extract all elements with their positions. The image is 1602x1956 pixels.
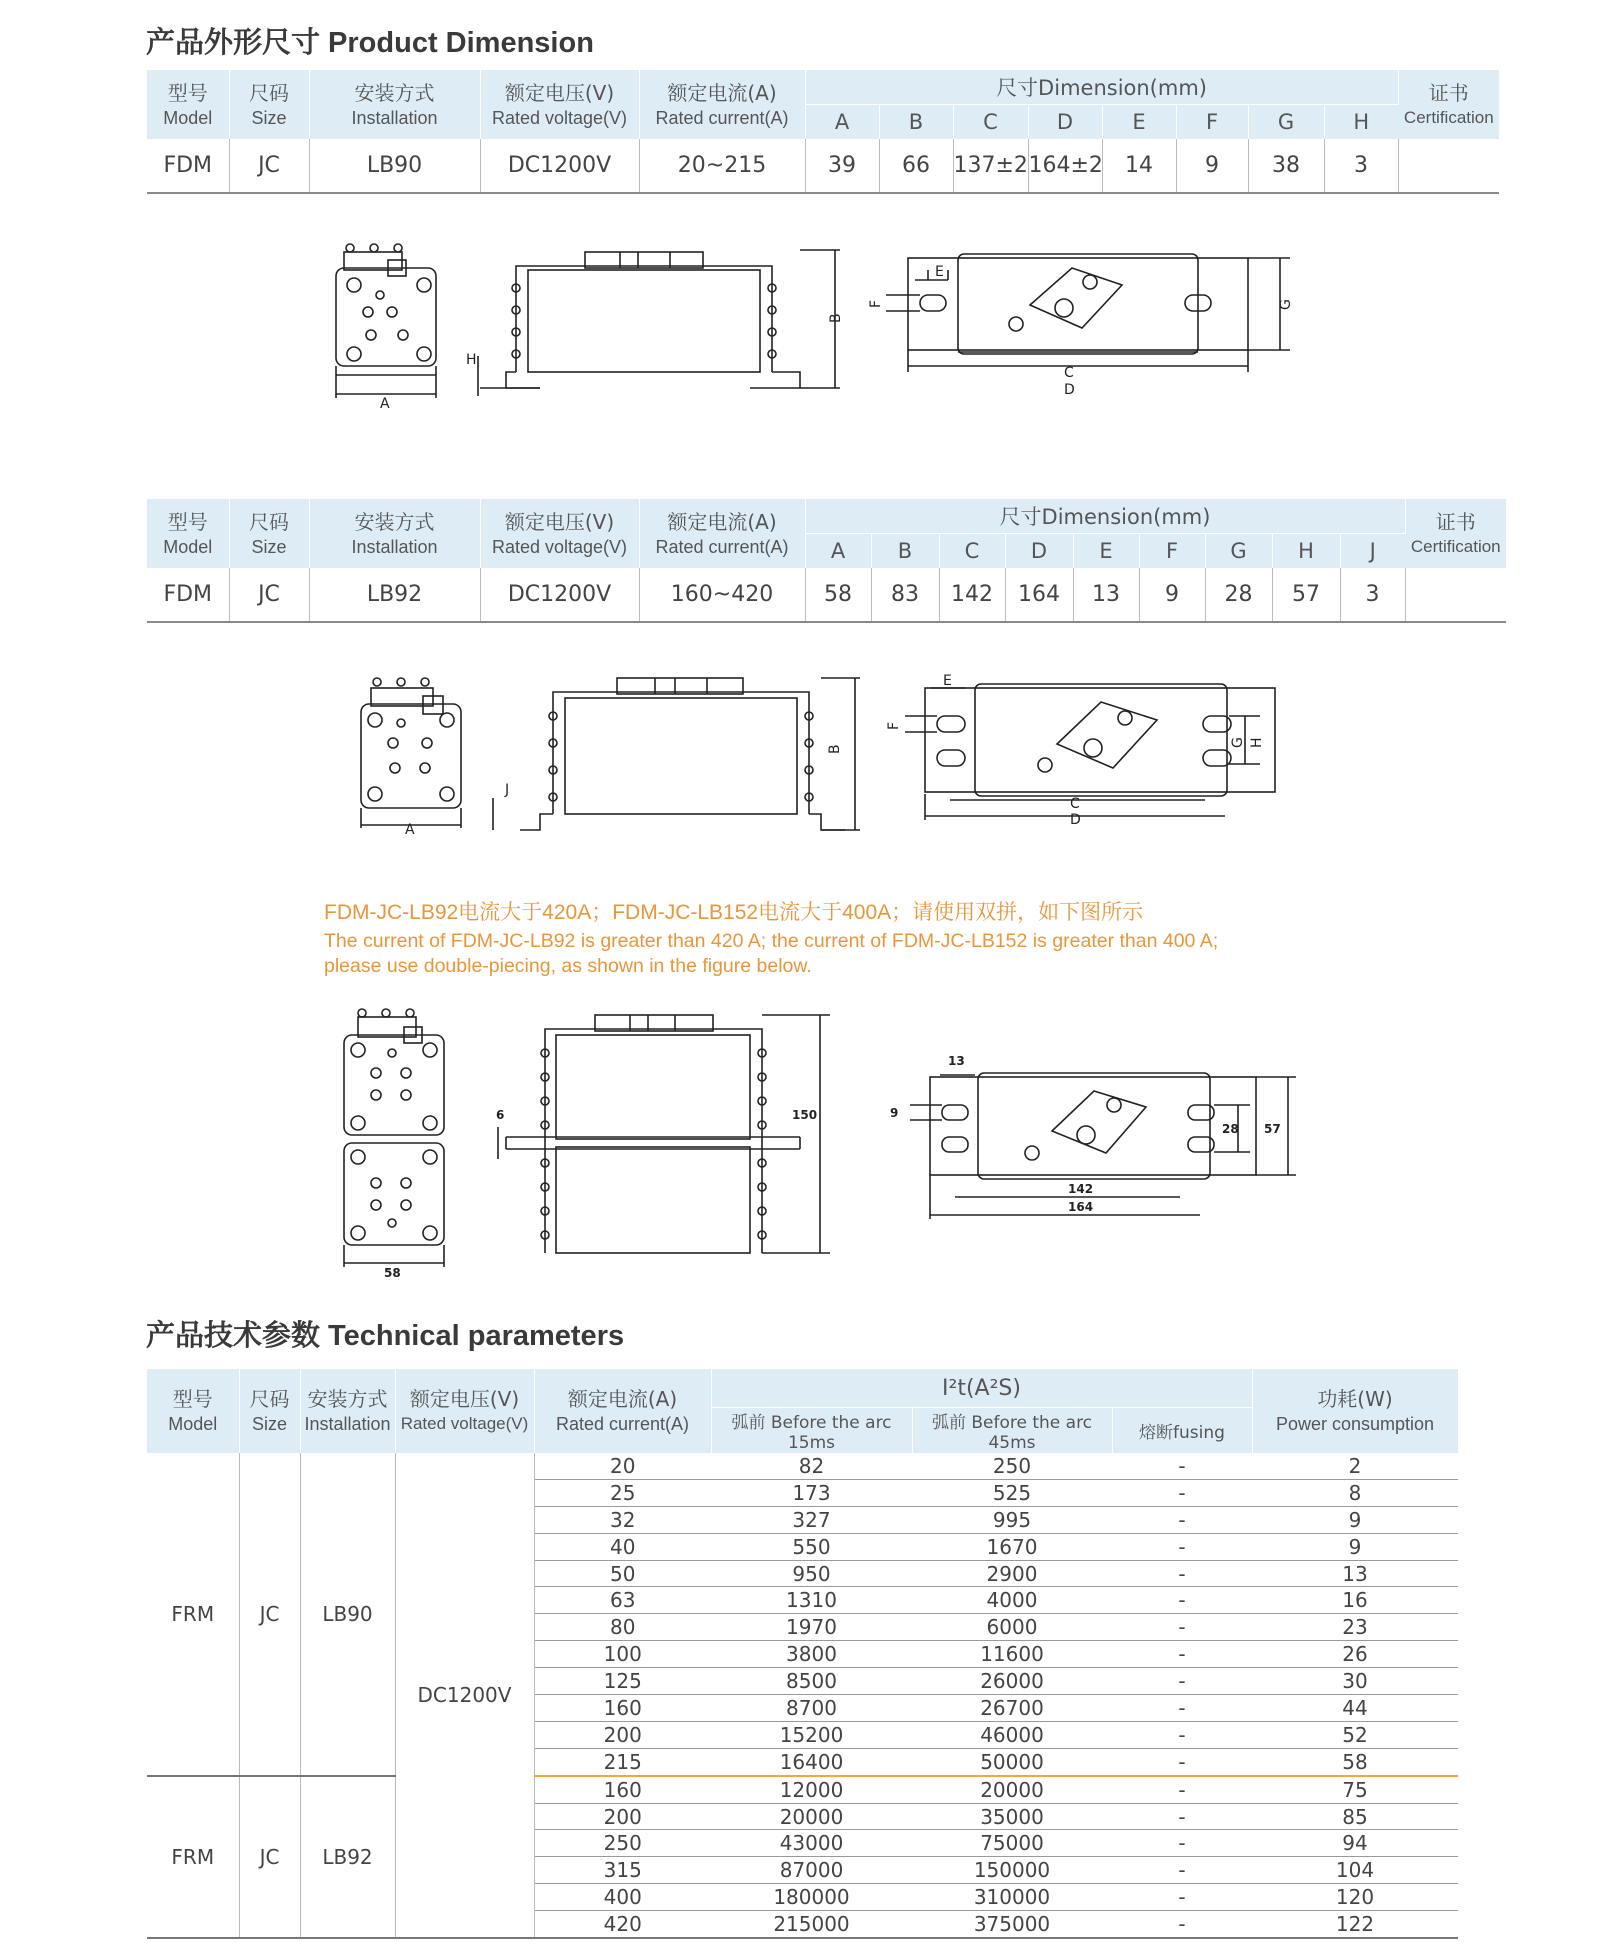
header-voltage: 额定电压(V) Rated voltage(V) <box>395 1369 534 1453</box>
cell-arc-15ms: 16400 <box>711 1748 912 1775</box>
cell-fusing: - <box>1112 1695 1252 1722</box>
cell-arc-15ms: 15200 <box>711 1721 912 1748</box>
cell-dim-a: 39 <box>805 139 879 193</box>
cell-voltage: DC1200V <box>480 568 639 622</box>
cell-installation: LB92 <box>309 568 480 622</box>
cell-arc-45ms: 2900 <box>912 1560 1112 1587</box>
cell-certification <box>1398 139 1499 193</box>
cell-fusing: - <box>1112 1587 1252 1614</box>
cell-current: 420 <box>534 1911 711 1938</box>
header-voltage: 额定电压(V) Rated voltage(V) <box>480 70 639 139</box>
cell-dim-d: 164±2 <box>1028 139 1102 193</box>
cell-power: 44 <box>1252 1695 1458 1722</box>
cell-arc-45ms: 375000 <box>912 1911 1112 1938</box>
cell-arc-45ms: 20000 <box>912 1776 1112 1803</box>
label-9: 9 <box>890 1106 899 1120</box>
header-voltage: 额定电压(V) Rated voltage(V) <box>480 499 639 568</box>
top-view-body <box>958 254 1198 354</box>
cell-current: 50 <box>534 1560 711 1587</box>
cell-current: 200 <box>534 1721 711 1748</box>
label-B: B <box>828 313 844 323</box>
terminal-screws-front <box>347 278 431 361</box>
section-title-dimension: 产品外形尺寸 Product Dimension <box>146 27 594 59</box>
dimension-drawing-double <box>330 1005 1310 1280</box>
cell-size: JC <box>229 568 309 622</box>
cell-current: 25 <box>534 1479 711 1506</box>
cell-power: 13 <box>1252 1560 1458 1587</box>
cell-current: 80 <box>534 1614 711 1641</box>
dimension-letter-d: D <box>1028 105 1102 140</box>
cell-current: 32 <box>534 1506 711 1533</box>
dimension-letter-c: C <box>939 534 1005 569</box>
header-model: 型号 Model <box>147 499 229 568</box>
side-view-body <box>528 270 760 372</box>
label-G: G <box>1278 299 1294 310</box>
cell-current: 200 <box>534 1803 711 1830</box>
dimension-letter-c: C <box>953 105 1028 140</box>
dimension-letter-d: D <box>1005 534 1073 569</box>
cell-dim-f: 9 <box>1139 568 1205 622</box>
cell-power: 58 <box>1252 1748 1458 1775</box>
header-dimension: 尺寸Dimension(mm) <box>805 499 1405 534</box>
cell-installation: LB92 <box>300 1776 395 1938</box>
cell-fusing: - <box>1112 1479 1252 1506</box>
cell-current: 20 <box>534 1453 711 1479</box>
dimension-letter-j: J <box>1340 534 1405 569</box>
header-installation: 安装方式 Installation <box>309 499 480 568</box>
cell-model: FDM <box>147 568 229 622</box>
cell-power: 75 <box>1252 1776 1458 1803</box>
header-installation: 安装方式 Installation <box>300 1369 395 1453</box>
label-E: E <box>935 264 944 280</box>
label-D: D <box>1070 812 1081 828</box>
label-D: D <box>1064 382 1075 398</box>
cell-fusing: - <box>1112 1614 1252 1641</box>
cell-dim-e: 14 <box>1102 139 1176 193</box>
cell-model: FDM <box>147 139 229 193</box>
cell-power: 30 <box>1252 1668 1458 1695</box>
cell-arc-45ms: 26000 <box>912 1668 1112 1695</box>
label-A: A <box>380 396 390 412</box>
header-size: 尺码 Size <box>229 499 309 568</box>
cell-power: 85 <box>1252 1803 1458 1830</box>
cell-power: 104 <box>1252 1857 1458 1884</box>
cell-arc-45ms: 35000 <box>912 1803 1112 1830</box>
cell-dim-c: 142 <box>939 568 1005 622</box>
cell-current: 100 <box>534 1641 711 1668</box>
cell-current: 125 <box>534 1668 711 1695</box>
cell-arc-15ms: 82 <box>711 1453 912 1479</box>
note-english-line2: please use double-piecing, as shown in the figure below. <box>324 955 812 977</box>
cell-fusing: - <box>1112 1748 1252 1775</box>
cell-fusing: - <box>1112 1560 1252 1587</box>
label-57: 57 <box>1264 1122 1281 1136</box>
cell-model: FRM <box>147 1453 239 1776</box>
cell-arc-45ms: 26700 <box>912 1695 1112 1722</box>
cell-power: 120 <box>1252 1884 1458 1911</box>
header-power: 功耗(W) Power consumption <box>1252 1369 1458 1453</box>
cell-arc-45ms: 6000 <box>912 1614 1112 1641</box>
label-150: 150 <box>792 1108 818 1122</box>
cell-installation: LB90 <box>309 139 480 193</box>
dimension-table-lb92 <box>147 499 1506 623</box>
front-view-body <box>336 268 436 366</box>
dimension-letter-b: B <box>871 534 939 569</box>
cell-voltage: DC1200V <box>395 1453 534 1938</box>
cell-dim-g: 28 <box>1205 568 1272 622</box>
label-J: J <box>505 782 510 798</box>
cell-dim-f: 9 <box>1176 139 1248 193</box>
label-E: E <box>943 673 952 689</box>
cell-arc-45ms: 11600 <box>912 1641 1112 1668</box>
label-13: 13 <box>948 1054 965 1068</box>
cell-dim-j: 3 <box>1340 568 1405 622</box>
cell-arc-45ms: 75000 <box>912 1830 1112 1857</box>
label-G: G <box>1230 737 1246 748</box>
header-dimension: 尺寸Dimension(mm) <box>805 70 1398 105</box>
cell-dim-a: 58 <box>805 568 871 622</box>
cell-current: 63 <box>534 1587 711 1614</box>
header-i2t: I²t(A²S) <box>711 1369 1252 1408</box>
cell-current: 40 <box>534 1533 711 1560</box>
header-certification: 证书 Certification <box>1403 80 1494 127</box>
cell-fusing: - <box>1112 1803 1252 1830</box>
header-arc-45ms: 弧前 Before the arc 45ms <box>912 1408 1112 1454</box>
label-C: C <box>1070 796 1080 812</box>
cell-power: 52 <box>1252 1721 1458 1748</box>
dimension-letter-f: F <box>1176 105 1248 140</box>
cell-power: 2 <box>1252 1453 1458 1479</box>
cell-power: 26 <box>1252 1641 1458 1668</box>
cell-fusing: - <box>1112 1721 1252 1748</box>
dimension-letter-a: A <box>805 105 879 140</box>
label-164: 164 <box>1068 1200 1094 1214</box>
dimension-letter-g: G <box>1205 534 1272 569</box>
cell-power: 122 <box>1252 1911 1458 1938</box>
cell-current: 160~420 <box>639 568 805 622</box>
cell-power: 23 <box>1252 1614 1458 1641</box>
cell-power: 16 <box>1252 1587 1458 1614</box>
dimension-letter-a: A <box>805 534 871 569</box>
cell-arc-15ms: 215000 <box>711 1911 912 1938</box>
table-row <box>147 1776 1458 1803</box>
cell-fusing: - <box>1112 1668 1252 1695</box>
cell-dim-b: 83 <box>871 568 939 622</box>
cell-voltage: DC1200V <box>480 139 639 193</box>
header-model: 型号 Model <box>147 70 229 139</box>
cell-dim-b: 66 <box>879 139 953 193</box>
cell-installation: LB90 <box>300 1453 395 1776</box>
cell-fusing: - <box>1112 1776 1252 1803</box>
cell-arc-15ms: 12000 <box>711 1776 912 1803</box>
cell-power: 94 <box>1252 1830 1458 1857</box>
dimension-drawing-lb92 <box>345 668 1305 838</box>
indicator-plate <box>1030 268 1122 328</box>
cell-fusing: - <box>1112 1533 1252 1560</box>
cell-arc-15ms: 1970 <box>711 1614 912 1641</box>
header-fusing: 熔断fusing <box>1112 1408 1252 1454</box>
cell-arc-45ms: 525 <box>912 1479 1112 1506</box>
cell-current: 215 <box>534 1748 711 1775</box>
cell-arc-15ms: 20000 <box>711 1803 912 1830</box>
cell-arc-45ms: 250 <box>912 1453 1112 1479</box>
cell-power: 8 <box>1252 1479 1458 1506</box>
dimension-letter-h: H <box>1324 105 1398 140</box>
cell-current: 160 <box>534 1776 711 1803</box>
cell-arc-15ms: 87000 <box>711 1857 912 1884</box>
cell-power: 9 <box>1252 1533 1458 1560</box>
label-A: A <box>405 822 415 838</box>
dimension-letter-f: F <box>1139 534 1205 569</box>
cell-size: JC <box>239 1776 300 1938</box>
cell-arc-15ms: 327 <box>711 1506 912 1533</box>
cell-arc-15ms: 8500 <box>711 1668 912 1695</box>
cell-arc-45ms: 995 <box>912 1506 1112 1533</box>
label-28: 28 <box>1222 1122 1239 1136</box>
header-certification: 证书 Certification <box>1410 509 1501 556</box>
cell-current: 160 <box>534 1695 711 1722</box>
cell-arc-15ms: 8700 <box>711 1695 912 1722</box>
header-installation: 安装方式 Installation <box>309 70 480 139</box>
header-current: 额定电流(A) Rated current(A) <box>639 499 805 568</box>
cell-arc-45ms: 46000 <box>912 1721 1112 1748</box>
cell-dim-h: 3 <box>1324 139 1398 193</box>
cell-arc-15ms: 550 <box>711 1533 912 1560</box>
cell-arc-15ms: 3800 <box>711 1641 912 1668</box>
cell-dim-g: 38 <box>1248 139 1324 193</box>
cell-dim-c: 137±2 <box>953 139 1028 193</box>
cell-arc-45ms: 150000 <box>912 1857 1112 1884</box>
cell-current: 250 <box>534 1830 711 1857</box>
cell-fusing: - <box>1112 1453 1252 1479</box>
cell-arc-45ms: 4000 <box>912 1587 1112 1614</box>
cell-arc-15ms: 173 <box>711 1479 912 1506</box>
note-english-line1: The current of FDM-JC-LB92 is greater than 420 A; the current of FDM-JC-LB152 is greater than 400 A; <box>324 930 1219 952</box>
cell-dim-d: 164 <box>1005 568 1073 622</box>
dimension-letter-e: E <box>1102 105 1176 140</box>
cell-arc-15ms: 1310 <box>711 1587 912 1614</box>
label-H: H <box>1249 737 1265 748</box>
header-model: 型号 Model <box>147 1369 239 1453</box>
note-english <box>324 929 1324 979</box>
cell-arc-45ms: 50000 <box>912 1748 1112 1775</box>
dimension-letter-e: E <box>1073 534 1139 569</box>
note-chinese: FDM-JC-LB92电流大于420A；FDM-JC-LB152电流大于400A；请使用双拼，如下图所示 <box>324 901 1144 924</box>
cell-model: FRM <box>147 1776 239 1938</box>
cell-arc-45ms: 1670 <box>912 1533 1112 1560</box>
header-current: 额定电流(A) Rated current(A) <box>639 70 805 139</box>
section-title-technical: 产品技术参数 Technical parameters <box>146 1320 625 1352</box>
technical-parameters-table <box>147 1369 1459 1939</box>
cell-current: 400 <box>534 1884 711 1911</box>
dimension-letter-h: H <box>1272 534 1340 569</box>
cell-fusing: - <box>1112 1506 1252 1533</box>
dimension-table-lb90 <box>147 70 1499 194</box>
cell-fusing: - <box>1112 1884 1252 1911</box>
cell-dim-e: 13 <box>1073 568 1139 622</box>
header-size: 尺码 Size <box>229 70 309 139</box>
label-B: B <box>827 744 843 754</box>
cell-dim-h: 57 <box>1272 568 1340 622</box>
label-58: 58 <box>384 1266 401 1280</box>
cell-current: 315 <box>534 1857 711 1884</box>
label-F: F <box>886 721 902 730</box>
label-142: 142 <box>1068 1182 1094 1196</box>
label-F: F <box>868 299 884 308</box>
dimension-letter-g: G <box>1248 105 1324 140</box>
cell-size: JC <box>229 139 309 193</box>
cell-fusing: - <box>1112 1857 1252 1884</box>
cell-certification <box>1405 568 1506 622</box>
cell-current: 20~215 <box>639 139 805 193</box>
cell-fusing: - <box>1112 1641 1252 1668</box>
table-row <box>147 1453 1458 1479</box>
label-H: H <box>466 352 477 368</box>
cell-fusing: - <box>1112 1830 1252 1857</box>
top-view-base <box>908 258 1248 350</box>
dimension-drawing-lb90 <box>330 240 1294 420</box>
cell-arc-15ms: 180000 <box>711 1884 912 1911</box>
cell-fusing: - <box>1112 1911 1252 1938</box>
label-6: 6 <box>496 1108 505 1122</box>
cell-arc-45ms: 310000 <box>912 1884 1112 1911</box>
cell-size: JC <box>239 1453 300 1776</box>
label-C: C <box>1064 365 1074 381</box>
dimension-letter-b: B <box>879 105 953 140</box>
cell-arc-15ms: 950 <box>711 1560 912 1587</box>
header-arc-15ms: 弧前 Before the arc 15ms <box>711 1408 912 1454</box>
header-size: 尺码 Size <box>239 1369 300 1453</box>
header-current: 额定电流(A) Rated current(A) <box>534 1369 711 1453</box>
cell-power: 9 <box>1252 1506 1458 1533</box>
cell-arc-15ms: 43000 <box>711 1830 912 1857</box>
